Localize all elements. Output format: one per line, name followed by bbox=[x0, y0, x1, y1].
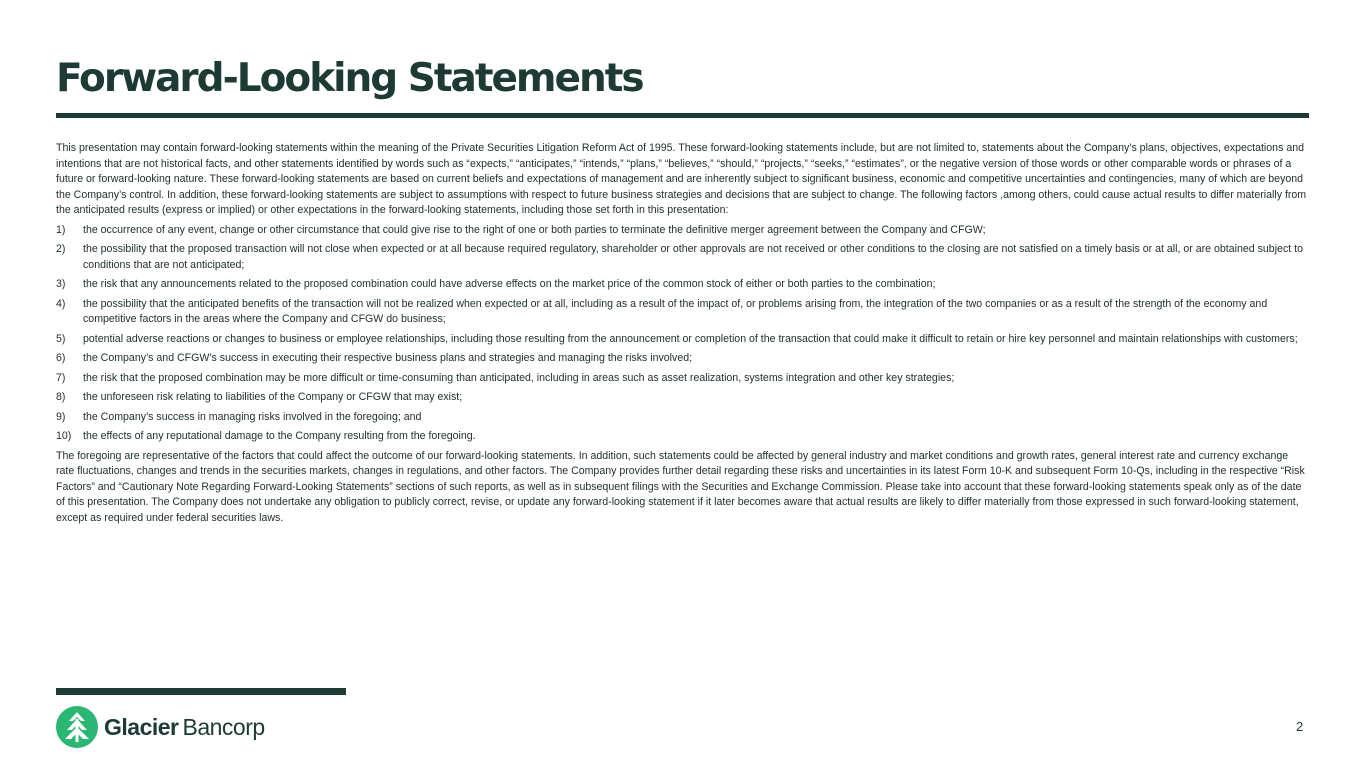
list-item-number: 7) bbox=[56, 371, 66, 384]
list-item-number: 6) bbox=[56, 352, 66, 364]
slide-body bbox=[56, 141, 1309, 530]
page-title: Forward-Looking Statements bbox=[56, 56, 643, 101]
list-item-text: the unforeseen risk relating to liabilities of the Company or CFGW that may exist; bbox=[83, 391, 463, 403]
list-item-text: the effects of any reputational damage to the Company resulting from the foregoing. bbox=[83, 430, 476, 442]
logo-wordmark-bold: Glacier bbox=[104, 713, 179, 740]
list-item-text: the occurrence of any event, change or other circumstance that could give rise to the right of one or both parties to terminate the definitive merger agreement between the Company and CFGW; bbox=[83, 223, 986, 236]
title-divider bbox=[56, 113, 1309, 118]
list-item bbox=[56, 351, 1309, 367]
list-item-text: the Company’s and CFGW’s success in executing their respective business plans and strategies and managing the risks involved; bbox=[83, 352, 693, 364]
list-item bbox=[56, 277, 1309, 293]
list-item bbox=[56, 390, 1309, 406]
list-item-text: the possibility that the proposed transaction will not close when expected or at all because required regulatory, shareholder or other approvals are not received or other conditions to the closing are not satisfied on a timely basis or at all, or are obtained subject to conditions that are not anticipated; bbox=[83, 243, 1303, 271]
page-number: 2 bbox=[1296, 719, 1304, 734]
list-item-number: 5) bbox=[56, 332, 66, 345]
list-item bbox=[56, 429, 1309, 445]
list-item-text: potential adverse reactions or changes to business or employee relationships, including those resulting from the announcement or completion of the transaction that could make it difficult to retain or hire key personnel and maintain relationships with customers; bbox=[83, 332, 1298, 345]
closing-paragraph: The foregoing are representative of the factors that could affect the outcome of our forward-looking statements. In addition, such statements could be affected by general industry and market conditions and growth rates, general interest rate and currency exchange rate fluctuations, changes and trends in the securities markets, changes in regulations, and other factors. The Company provides further detail regarding these risks and uncertainties in its latest Form 10-K and subsequent Form 10-Qs, including in the respective “Risk Factors” and “Cautionary Note Regarding Forward-Looking Statements” sections of such reports, as well as in subsequent filings with the Securities and Exchange Commission. Please take into account that these forward-looking statements speak only as of the date of this presentation. The Company does not undertake any obligation to publicly correct, revise, or update any forward-looking statement if it later becomes aware that actual results are likely to differ materially from those expressed in such forward-looking statement, except as required under federal securities laws. bbox=[56, 449, 1305, 524]
list-item-number: 10) bbox=[56, 430, 72, 442]
list-item-text: the Company’s success in managing risks involved in the foregoing; and bbox=[83, 410, 422, 423]
list-item-number: 1) bbox=[56, 223, 66, 236]
list-item bbox=[56, 297, 1309, 328]
list-item bbox=[56, 332, 1309, 348]
list-item-number: 9) bbox=[56, 410, 66, 423]
logo-wordmark bbox=[104, 714, 265, 741]
list-item-number: 3) bbox=[56, 278, 66, 290]
risk-factor-list bbox=[56, 223, 1309, 445]
list-item bbox=[56, 371, 1309, 387]
company-logo bbox=[56, 706, 265, 748]
list-item-text: the risk that any announcements related to the proposed combination could have adverse effects on the market price of the common stock of either or both parties to the combination; bbox=[83, 278, 936, 290]
list-item-text: the risk that the proposed combination may be more difficult or time-consuming than anticipated, including in areas such as asset realization, systems integration and other key strategies; bbox=[83, 371, 955, 384]
list-item bbox=[56, 242, 1309, 273]
list-item-text: the possibility that the anticipated benefits of the transaction will not be realized when expected or at all, including as a result of the impact of, or problems arising from, the integration of the two companies or as a result of the strength of the economy and competitive factors in the areas where the Company and CFGW do business; bbox=[83, 297, 1268, 325]
list-item bbox=[56, 223, 1309, 239]
list-item-number: 2) bbox=[56, 243, 66, 255]
glacier-tree-logo-icon bbox=[56, 706, 98, 748]
logo-wordmark-light: Bancorp bbox=[182, 713, 265, 740]
intro-paragraph: This presentation may contain forward-looking statements within the meaning of the Private Securities Litigation Reform Act of 1995. These forward-looking statements include, but are not limited to, statements about the Company’s plans, objectives, expectations and intentions that are not historical facts, and other statements identified by words such as “expects,” “anticipates,” “intends,” “plans,” “believes,” “should,” “projects,” “seeks,” “estimates”, or the negative version of those words or other comparable words or phrases of a future or forward-looking nature. These forward-looking statements are based on current beliefs and expectations of management and are inherently subject to significant business, economic and competitive uncertainties and contingencies, many of which are beyond the Company’s control. In addition, these forward-looking statements are subject to assumptions with respect to future business strategies and decisions that are subject to change. The following factors ,among others, could cause actual results to differ materially from the anticipated results (express or implied) or other expectations in the forward-looking statements, including those set forth in this presentation: bbox=[56, 142, 1307, 216]
list-item-number: 8) bbox=[56, 391, 66, 403]
list-item bbox=[56, 410, 1309, 426]
footer-divider bbox=[56, 688, 346, 695]
list-item-number: 4) bbox=[56, 297, 66, 310]
